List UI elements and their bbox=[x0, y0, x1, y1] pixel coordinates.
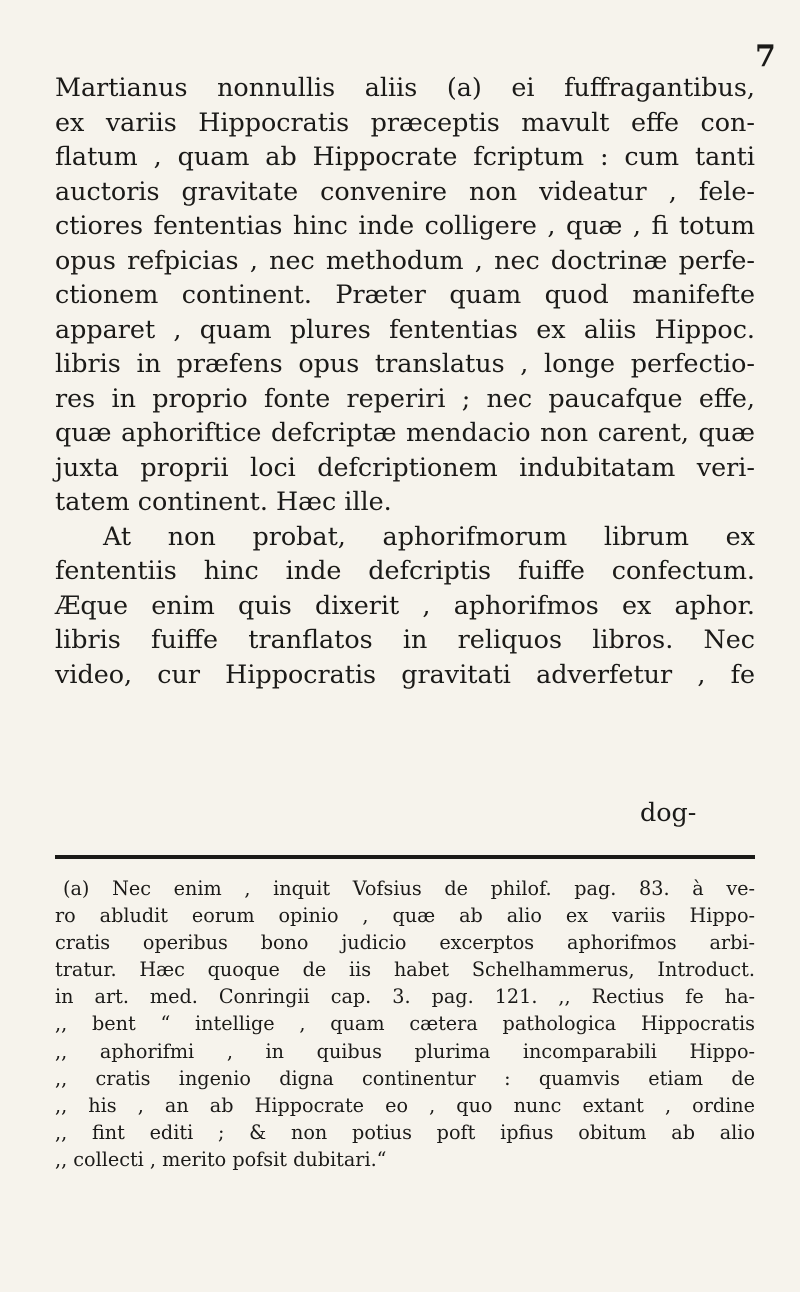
main-text-line: libris fuiffe tranflatos in reliquos libros. Nec bbox=[55, 624, 755, 654]
main-text-line: juxta proprii loci defcriptionem indubitatam veri- bbox=[55, 451, 755, 482]
footnote-line: ,, collecti , merito pofsit dubitari.“ bbox=[55, 1147, 387, 1171]
footnote-line: tratur. Hæc quoque de iis habet Schelhammerus, Introduct. bbox=[55, 958, 755, 982]
main-text-line: res in proprio fonte reperiri ; nec paucafque effe, bbox=[55, 382, 755, 413]
main-text-line: Martianus nonnullis aliis (a) ei fuffragantibus, bbox=[55, 72, 755, 102]
main-text-line: fententiis hinc inde defcriptis fuiffe confectum. bbox=[55, 555, 755, 585]
footnote-line: ,, fint editi ; & non potius poft ipfius obitum ab alio bbox=[55, 1120, 755, 1144]
catchword: dog- bbox=[640, 797, 697, 827]
footnote-line: ,, bent “ intellige , quam cætera pathologica Hippocratis bbox=[55, 1012, 755, 1036]
main-text-line: ex variis Hippocratis præceptis mavult effe con- bbox=[55, 106, 755, 137]
main-text-line: At non probat, aphorifmorum librum ex bbox=[103, 520, 755, 551]
main-text-line: flatum , quam ab Hippocrate fcriptum : cum tanti bbox=[55, 141, 755, 171]
footnote-block bbox=[55, 875, 755, 1173]
main-text-line: ctionem continent. Præter quam quod manifefte bbox=[55, 279, 755, 309]
footnote-line: (a) Nec enim , inquit Vofsius de philof. pag. 83. à ve- bbox=[63, 877, 755, 900]
footnote-line: ,, his , an ab Hippocrate eo , quo nunc extant , ordine bbox=[55, 1093, 755, 1117]
main-text-block bbox=[55, 70, 755, 691]
footnote-line: ,, cratis ingenio digna continentur : quamvis etiam de bbox=[55, 1066, 755, 1090]
main-text-line: auctoris gravitate convenire non videatur , fele- bbox=[55, 175, 755, 206]
footnote-line: ro abludit eorum opinio , quæ ab alio ex variis Hippo- bbox=[55, 904, 755, 928]
footnote-line: in art. med. Conringii cap. 3. pag. 121. ,, Rectius fe ha- bbox=[55, 985, 755, 1009]
main-text-line: video, cur Hippocratis gravitati adverfetur , fe bbox=[55, 658, 755, 689]
main-text-line: quæ aphoriftice defcriptæ mendacio non carent, quæ bbox=[55, 417, 755, 447]
footnote-divider bbox=[55, 855, 755, 859]
main-text-line: ctiores fententias hinc inde colligere , quæ , fi totum bbox=[55, 210, 755, 240]
main-text-line: opus refpicias , nec methodum , nec doctrinæ perfe- bbox=[55, 244, 755, 275]
main-text-line: tatem continent. Hæc ille. bbox=[55, 486, 392, 516]
footnote-line: cratis operibus bono judicio excerptos aphorifmos arbi- bbox=[55, 931, 755, 955]
page-number: 7 bbox=[755, 39, 776, 74]
footnote-line: ,, aphorifmi , in quibus plurima incomparabili Hippo- bbox=[55, 1039, 755, 1063]
main-text-line: Æque enim quis dixerit , aphorifmos ex aphor. bbox=[55, 589, 755, 620]
main-text-line: libris in præfens opus translatus , longe perfectio- bbox=[55, 348, 755, 378]
main-text-line: apparet , quam plures fententias ex aliis Hippoc. bbox=[55, 313, 755, 344]
